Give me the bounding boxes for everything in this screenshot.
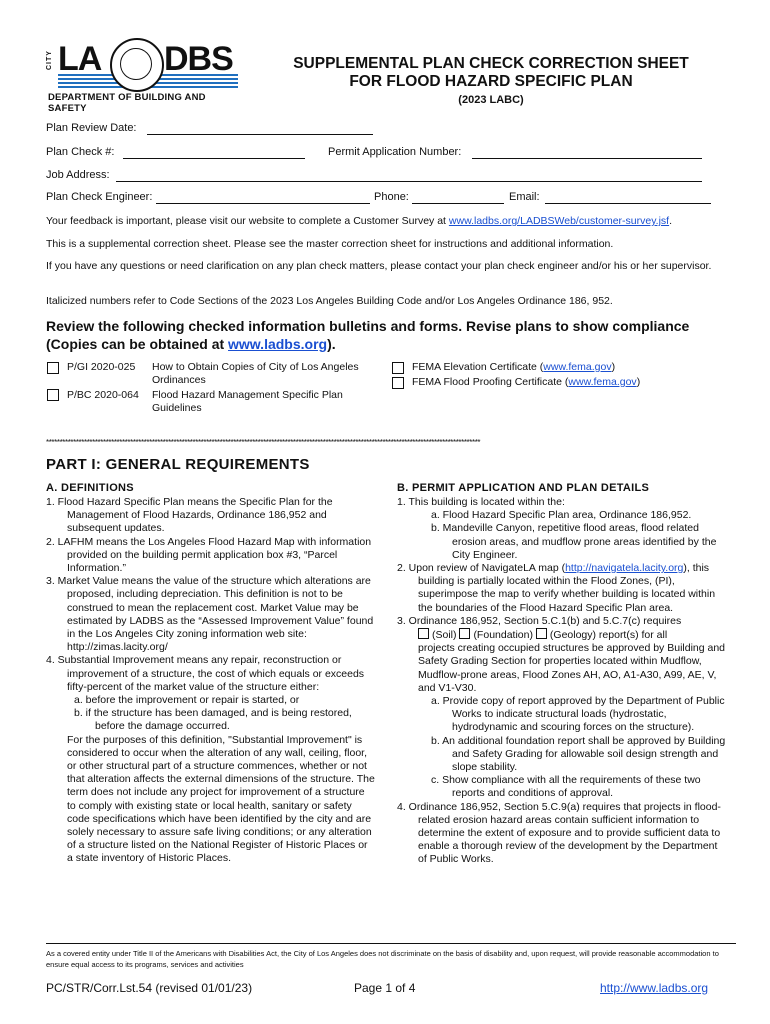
- plan-check-engineer-field[interactable]: [156, 203, 370, 204]
- permit-app-label: Permit Application Number:: [328, 146, 462, 158]
- checkbox-pbc-2020-064[interactable]: [47, 389, 59, 401]
- plan-check-engineer-label: Plan Check Engineer:: [46, 191, 153, 203]
- definitions-column: [46, 496, 376, 866]
- feedback-paragraph: [46, 214, 736, 228]
- detail-2: [397, 562, 727, 615]
- permit-details-column: [397, 496, 727, 867]
- permit-details-heading: B. PERMIT APPLICATION AND PLAN DETAILS: [397, 482, 650, 494]
- supplemental-paragraph: This is a supplemental correction sheet. Please see the master correction sheet for instructions and additional information.: [46, 238, 614, 250]
- detail-2-text-end: ), this building is partially located within the Flood Zones, (PI), superimpose the map to verify whether building is located within the boundaries of the Flood Hazard Specific Plan area.: [418, 562, 716, 614]
- permit-app-field[interactable]: [472, 158, 702, 159]
- plan-review-date-field[interactable]: [147, 134, 373, 135]
- definition-4a: a. before the improvement or repair is started, or: [74, 694, 300, 707]
- feedback-text: Your feedback is important, please visit our website to complete a Customer Survey at: [46, 215, 449, 227]
- fema-elevation-end: ): [611, 361, 616, 373]
- code-edition: (2023 LABC): [458, 94, 524, 106]
- geology-label: (Geology) report(s) for all: [549, 629, 668, 642]
- detail-4: 4. Ordinance 186,952, Section 5.C.9(a) requires that projects in flood-related erosion hazard areas contain sufficient information to determine the extent of exposure and to provide sufficient data to enable a thorough review of the development by the Department of Public Works.: [397, 800, 721, 866]
- pbc-code: P/BC 2020-064: [67, 389, 139, 401]
- detail-3c: c. Show compliance with all the requirements of these two reports and conditions of approval.: [431, 774, 701, 800]
- navigatela-link[interactable]: http://navigatela.lacity.org: [565, 562, 684, 575]
- questions-paragraph: If you have any questions or need clarification on any plan check matters, please contact your plan check engineer and/or his or her supervisor.: [46, 260, 712, 272]
- logo-city-text: CITY: [46, 50, 53, 70]
- logo-department-text: DEPARTMENT OF BUILDING AND SAFETY: [48, 92, 206, 114]
- definitions-heading: A. DEFINITIONS: [46, 482, 134, 494]
- fema-elevation-link[interactable]: www.fema.gov: [543, 361, 612, 373]
- detail-3-text: 3. Ordinance 186,952, Section 5.C.1(b) and 5.C.7(c) requires: [397, 614, 682, 627]
- definition-4: 4. Substantial Improvement means any repair, reconstruction or improvement of a structure, the cost of which equals or exceeds fifty-percent of the market value of the structure either:: [46, 654, 365, 693]
- foundation-label: (Foundation): [473, 629, 533, 642]
- detail-3: [397, 615, 727, 628]
- ada-notice: As a covered entity under Title II of the Americans with Disabilities Act, the City of Los Angeles does not discriminate on the basis of disability and, upon request, will provide reasonable accommodation to ensure equal access to its programs, services and activities: [46, 949, 719, 969]
- checkbox-geology-report[interactable]: [536, 628, 547, 639]
- ladbs-link[interactable]: www.ladbs.org: [228, 336, 328, 352]
- email-label: Email:: [509, 191, 540, 203]
- survey-link[interactable]: www.ladbs.org/LADBSWeb/customer-survey.jsf: [448, 215, 670, 227]
- logo-dbs-text: DBS: [164, 40, 233, 78]
- phone-label: Phone:: [374, 191, 409, 203]
- detail-3a: a. Provide copy of report approved by the Department of Public Works to indicate structural loads (hydrostatic, hydrodynamic and scouring forces on the structure).: [431, 695, 725, 734]
- checkbox-fema-elevation[interactable]: [392, 362, 404, 374]
- logo-la-text: LA: [58, 40, 102, 78]
- part1-title: PART I: GENERAL REQUIREMENTS: [46, 456, 310, 473]
- detail-3b: b. An additional foundation report shall be approved by Building and Safety Grading for allowable soil design strength and slope stability.: [431, 734, 726, 774]
- italic-note-paragraph: Italicized numbers refer to Code Sections of the 2023 Los Angeles Building Code and/or Los Angeles Ordinance 186, 952.: [46, 295, 613, 307]
- footer-divider: [46, 943, 736, 944]
- checkbox-foundation-report[interactable]: [459, 628, 470, 639]
- detail-3-body: projects creating occupied structures be approved by Building and Safety Grading Section for properties located within Mudflow, Mudflow-prone areas, Flood Zones AH, AO, A1-A30, A99, AE, V, and V1-V30.: [418, 642, 726, 694]
- definition-4b: b. if the structure has been damaged, and is being restored, before the damage occurred.: [74, 707, 352, 733]
- definition-4-tail: For the purposes of this definition, "Substantial Improvement" is considered to occur when the alteration of any wall, ceiling, floor, or other structural part of a structure commences, whether or not that alteration affects the external dimensions of the structure. The term does not include any project for improvement of a structure to comply with existing state or local health, sanitary or safety code specifications which have been identified by the city and are solely necessary to assure safe living conditions; or any alteration of a structure listed on the National Register of Historic Places or a state inventory of Historic Places.: [67, 733, 375, 865]
- review-heading: [46, 317, 736, 353]
- checkbox-fema-floodproofing[interactable]: [392, 377, 404, 389]
- detail-1b: b. Mandeville Canyon, repetitive flood areas, flood related erosion areas, and mudflow prone areas identified by the City Engineer.: [431, 522, 717, 561]
- checkbox-soil-report[interactable]: [418, 628, 429, 639]
- feedback-end: .: [669, 215, 673, 227]
- fema-elevation-text: FEMA Elevation Certificate (: [412, 361, 544, 373]
- detail-1a: a. Flood Hazard Specific Plan area, Ordinance 186,952.: [431, 509, 692, 522]
- page-title-line2: FOR FLOOD HAZARD SPECIFIC PLAN: [349, 73, 633, 90]
- asterisk-separator: ****************************************************************************************************************************************************************: [46, 438, 481, 447]
- plan-check-label: Plan Check #:: [46, 146, 115, 158]
- fema-floodproofing-text: FEMA Flood Proofing Certificate (: [412, 376, 569, 388]
- pgi-code: P/GI 2020-025: [67, 361, 136, 373]
- detail-3-reports: [397, 628, 727, 642]
- page-title-line1: SUPPLEMENTAL PLAN CHECK CORRECTION SHEET: [293, 55, 689, 72]
- review-heading-end: ).: [327, 336, 336, 352]
- definition-2: 2. LAFHM means the Los Angeles Flood Hazard Map with information provided on the building permit application box #3, “Parcel Information.”: [46, 535, 372, 575]
- detail-1: 1. This building is located within the:: [397, 496, 565, 508]
- fema-elevation-item: [412, 361, 615, 374]
- review-heading-text: Review the following checked information bulletins and forms. Revise plans to show compliance (Copies can be obtained at: [46, 318, 690, 352]
- phone-field[interactable]: [412, 203, 504, 204]
- fema-floodproofing-item: [412, 376, 640, 389]
- detail-2-text: 2. Upon review of NavigateLA map (: [397, 562, 566, 575]
- plan-check-field[interactable]: [123, 158, 305, 159]
- checkbox-pgi-2020-025[interactable]: [47, 362, 59, 374]
- footer-url-link[interactable]: http://www.ladbs.org: [600, 981, 709, 995]
- form-id: PC/STR/Corr.Lst.54 (revised 01/01/23): [46, 981, 253, 995]
- plan-review-date-label: Plan Review Date:: [46, 122, 137, 134]
- pbc-text: Flood Hazard Management Specific Plan Guidelines: [152, 389, 343, 414]
- pgi-text: How to Obtain Copies of City of Los Angeles Ordinances: [152, 361, 359, 386]
- fema-floodproofing-end: ): [636, 376, 641, 388]
- email-field[interactable]: [545, 203, 711, 204]
- definition-1: 1. Flood Hazard Specific Plan means the Specific Plan for the Management of Flood Hazards, Ordinance 186,952 and subsequent updates.: [46, 496, 333, 535]
- soil-label: (Soil): [432, 629, 457, 642]
- page-number: Page 1 of 4: [354, 981, 416, 995]
- job-address-field[interactable]: [116, 181, 702, 182]
- job-address-label: Job Address:: [46, 169, 110, 181]
- definition-3: 3. Market Value means the value of the structure which alterations are proposed, including depreciation. This definition is not to be construed to mean the replacement cost. Market Value may be estimated by LADBS as the “Assessed Improvement Value” found in the Los Angeles City zoning information web site: http://zimas.lacity.org/: [46, 575, 374, 654]
- city-seal-icon: [110, 38, 164, 92]
- ladbs-logo: [46, 38, 238, 114]
- fema-floodproofing-link[interactable]: www.fema.gov: [568, 376, 637, 388]
